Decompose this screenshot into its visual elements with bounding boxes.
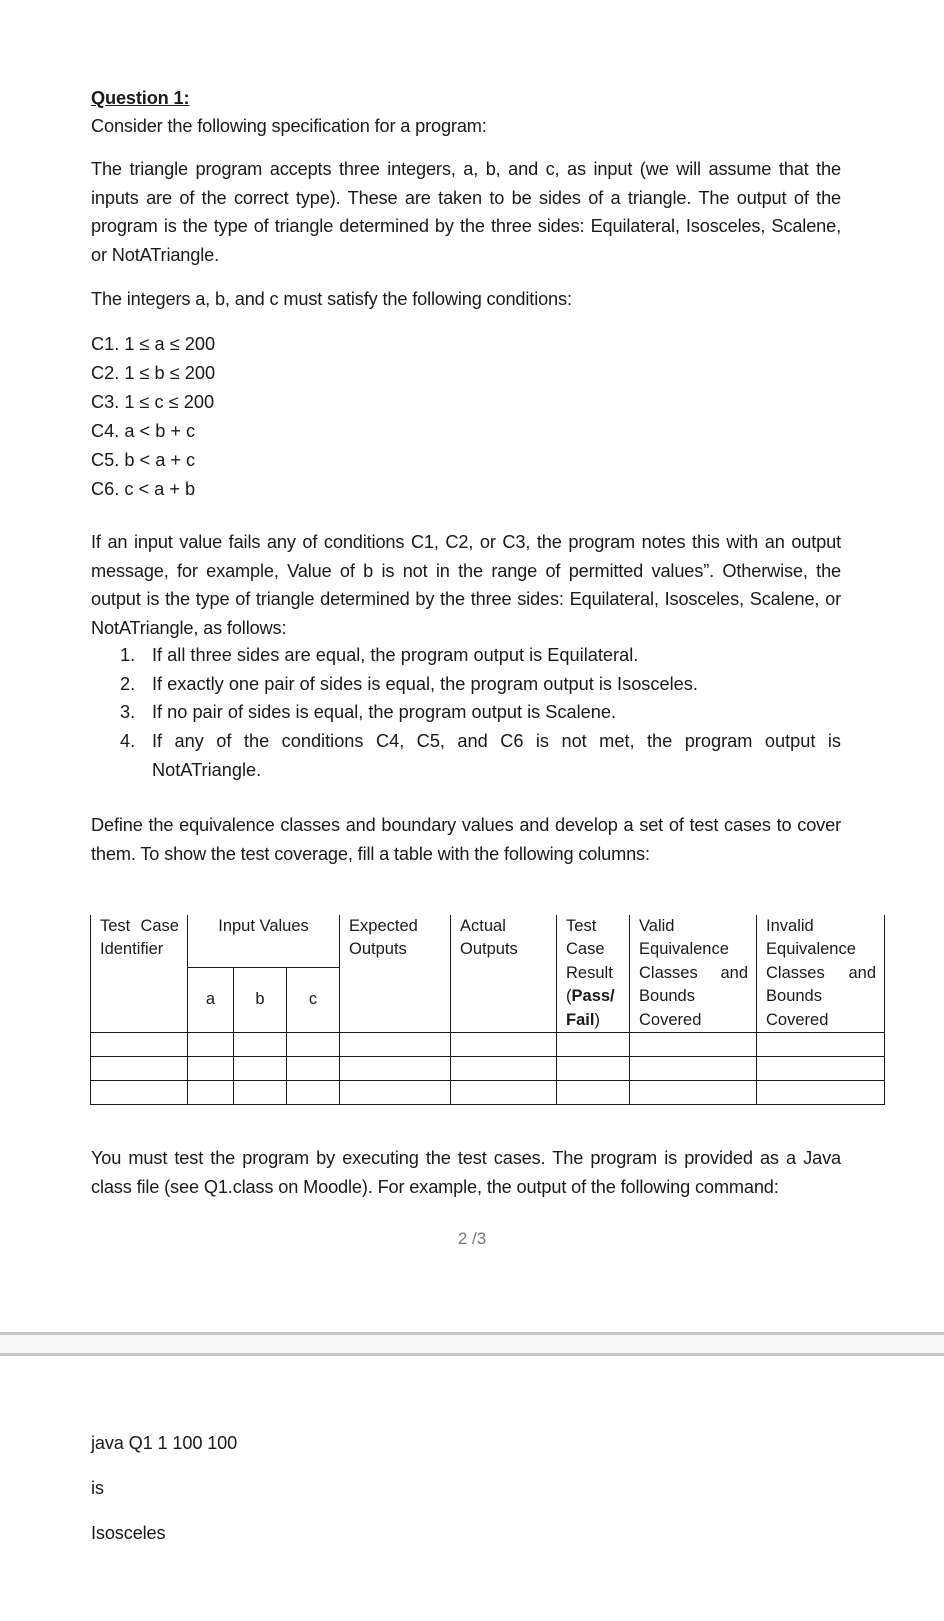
test-case-table xyxy=(90,915,885,1105)
header-input-values: Input Values xyxy=(188,915,340,968)
header-invalid-classes: Invalid Equivalence Classes and Bounds Covered xyxy=(757,915,885,1033)
header-valid-classes: Valid Equivalence Classes and Bounds Covered xyxy=(630,915,757,1033)
table-cell xyxy=(287,1081,340,1105)
table-cell xyxy=(188,1081,234,1105)
table-cell xyxy=(630,1033,757,1057)
header-input-c: c xyxy=(287,968,340,1033)
spec-paragraph: The triangle program accepts three integers, a, b, and c, as input (we will assume that the inputs are of the correct type). These are taken to be sides of a triangle. The output of the program is the type of triangle determined by the three sides: Equilateral, Isosceles, Scalene, or NotATriangle. xyxy=(91,159,841,266)
table-cell xyxy=(757,1057,885,1081)
table-row xyxy=(91,1081,885,1105)
table-cell xyxy=(91,1033,188,1057)
output-rules-list xyxy=(120,641,841,785)
output-rules-paragraph: If an input value fails any of conditions C1, C2, or C3, the program notes this with an output message, for example, Value of b is not in the range of permitted values”. Otherwise, the output is the type of triangle determined by the three sides: Equilateral, Isosceles, Scalene, or NotATriangle, as follows: xyxy=(91,532,841,639)
header-test-case-result: Test Case Result (Pass/ Fail) xyxy=(557,915,630,1033)
table-cell xyxy=(451,1057,557,1081)
table-cell xyxy=(757,1033,885,1057)
task-paragraph: Define the equivalence classes and boundary values and develop a set of test cases to cover them. To show the test coverage, fill a table with the following columns: xyxy=(91,815,841,864)
example-output: Isosceles xyxy=(91,1523,166,1543)
table-cell xyxy=(451,1081,557,1105)
is-text: is xyxy=(91,1478,104,1498)
conditions-intro: The integers a, b, and c must satisfy the following conditions: xyxy=(91,289,572,309)
table-cell xyxy=(234,1033,287,1057)
conditions-list xyxy=(91,330,215,504)
intro-text: Consider the following specification for a program: xyxy=(91,116,487,136)
condition-c4: C4. a < b + c xyxy=(91,421,196,441)
condition-c1: C1. 1 ≤ a ≤ 200 xyxy=(91,334,216,354)
header-expected-outputs: Expected Outputs xyxy=(340,915,451,1033)
page-separator xyxy=(0,1332,944,1356)
table-cell xyxy=(91,1081,188,1105)
table-cell xyxy=(630,1057,757,1081)
table-cell xyxy=(451,1033,557,1057)
table-cell xyxy=(557,1057,630,1081)
table-row xyxy=(91,1033,885,1057)
table-row xyxy=(91,1057,885,1081)
rule-item: 4. If any of the conditions C4, C5, and C6 is not met, the program output is NotATriangle. xyxy=(120,731,841,780)
table-cell xyxy=(757,1081,885,1105)
header-input-a: a xyxy=(188,968,234,1033)
table-cell xyxy=(234,1081,287,1105)
header-input-b: b xyxy=(234,968,287,1033)
header-actual-outputs: Actual Outputs xyxy=(451,915,557,1033)
condition-c3: C3. 1 ≤ c ≤ 200 xyxy=(91,392,215,412)
condition-c6: C6. c < a + b xyxy=(91,479,196,499)
table-cell xyxy=(340,1057,451,1081)
example-command: java Q1 1 100 100 xyxy=(91,1433,238,1453)
table-cell xyxy=(234,1057,287,1081)
condition-c2: C2. 1 ≤ b ≤ 200 xyxy=(91,363,216,383)
table-cell xyxy=(340,1081,451,1105)
table-cell xyxy=(91,1057,188,1081)
rule-item: 3. If no pair of sides is equal, the program output is Scalene. xyxy=(120,702,617,723)
table-cell xyxy=(287,1057,340,1081)
condition-c5: C5. b < a + c xyxy=(91,450,196,470)
rule-item: 2. If exactly one pair of sides is equal, the program output is Isosceles. xyxy=(120,673,698,694)
table-cell xyxy=(557,1081,630,1105)
rule-item: 1. If all three sides are equal, the program output is Equilateral. xyxy=(120,645,639,665)
table-cell xyxy=(188,1033,234,1057)
page-number: 2 /3 xyxy=(457,1229,487,1248)
table-cell xyxy=(557,1033,630,1057)
execution-paragraph: You must test the program by executing the test cases. The program is provided as a Java class file (see Q1.class on Moodle). For example, the output of the following command: xyxy=(91,1148,841,1197)
table-cell xyxy=(287,1033,340,1057)
table-cell xyxy=(188,1057,234,1081)
question-title: Question 1: xyxy=(91,88,190,108)
document-page-3 xyxy=(0,1356,944,1621)
header-test-case-identifier: Test Case Identifier xyxy=(91,915,188,1033)
table-cell xyxy=(340,1033,451,1057)
table-cell xyxy=(630,1081,757,1105)
